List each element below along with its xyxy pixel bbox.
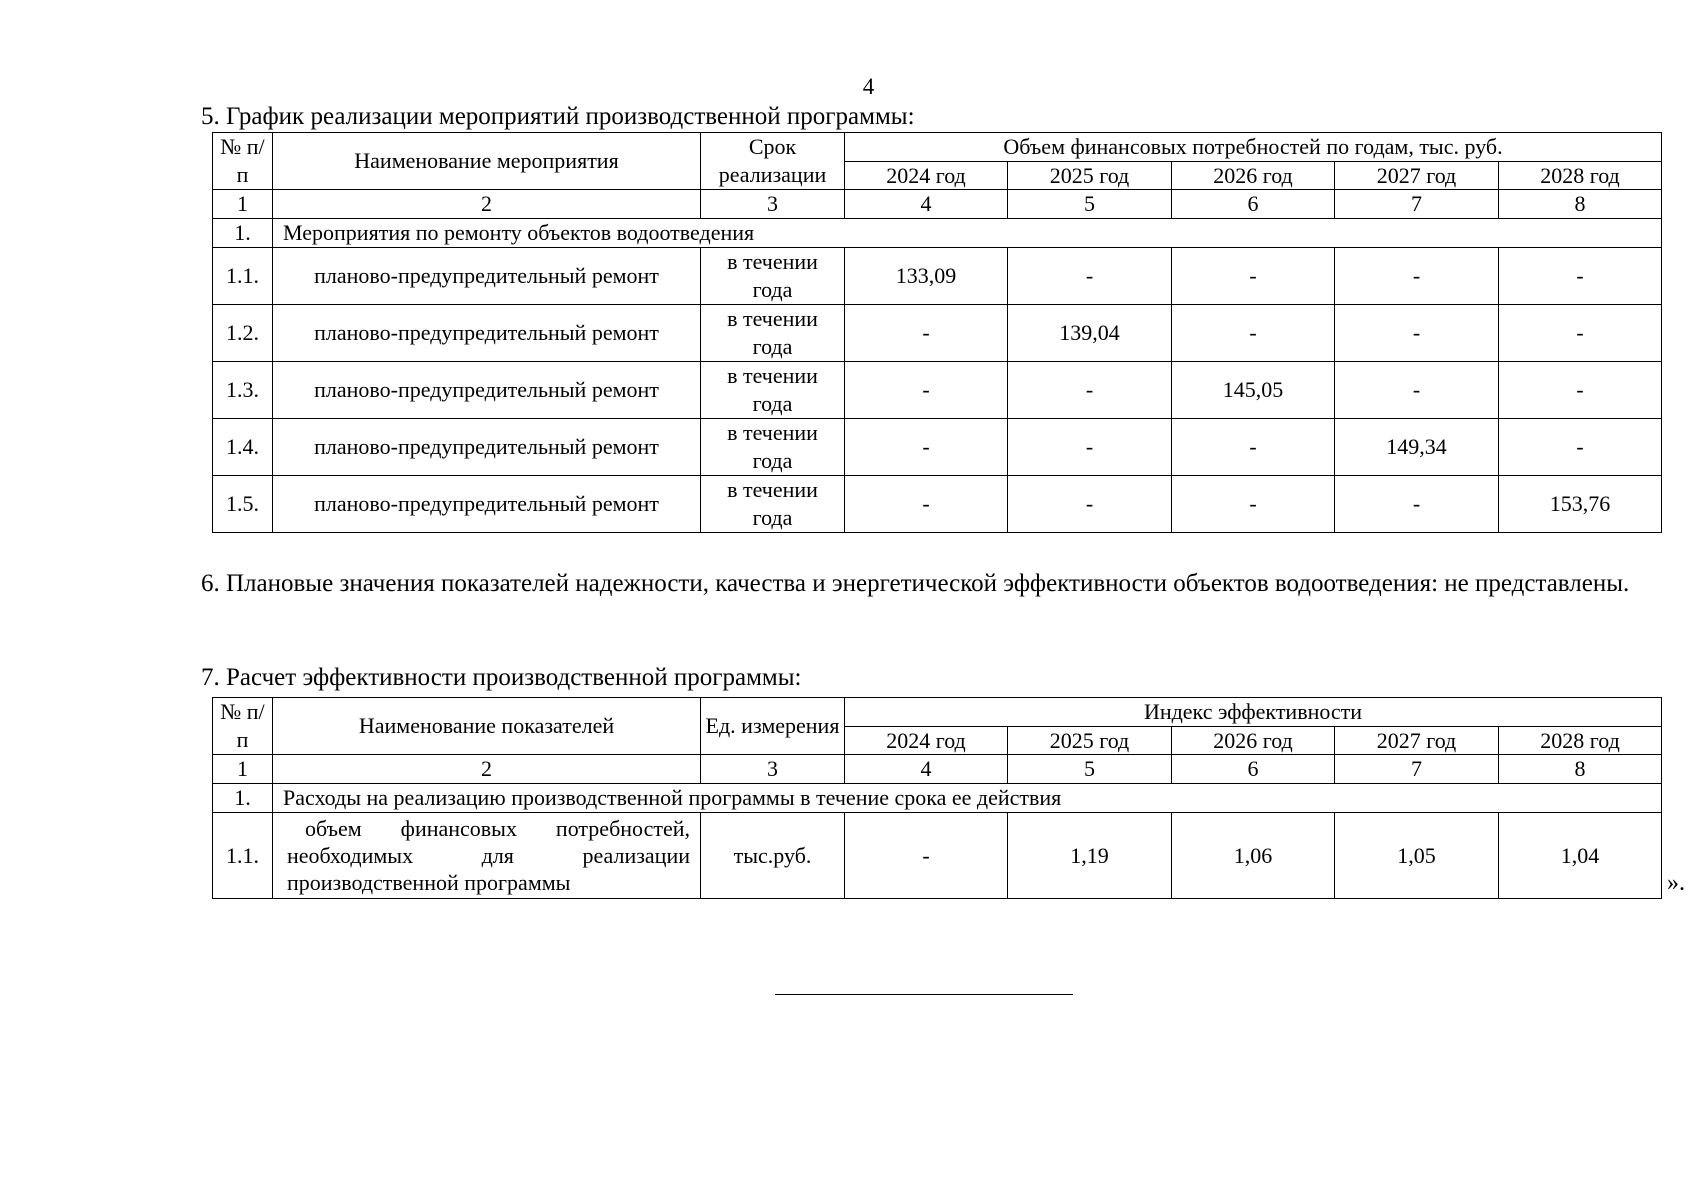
year-header: 2026 год	[1172, 162, 1335, 190]
row-name: планово-предупредительный ремонт	[273, 476, 701, 533]
row-term: в течении года	[701, 476, 845, 533]
section-5-heading: 5. График реализации мероприятий производственной программы:	[201, 103, 915, 130]
row-value: -	[1499, 419, 1662, 476]
row-value: -	[845, 362, 1008, 419]
row-unit: тыс.руб.	[701, 813, 845, 899]
efficiency-table	[212, 697, 1662, 899]
year-header: 2028 год	[1499, 727, 1662, 755]
column-number: 2	[273, 755, 701, 784]
col-header-funding: Объем финансовых потребностей по годам, тыс. руб.	[845, 133, 1662, 162]
end-divider	[775, 994, 1073, 995]
column-number: 3	[701, 190, 845, 219]
group-title: Расходы на реализацию производственной программы в течение срока ее действия	[273, 784, 1662, 813]
row-value: -	[1335, 248, 1499, 305]
row-num: 1.5.	[213, 476, 273, 533]
col-header-index: Индекс эффективности	[845, 698, 1662, 727]
row-value: -	[1172, 419, 1335, 476]
row-num: 1.1.	[213, 248, 273, 305]
group-row	[213, 219, 1662, 248]
column-number-row	[213, 190, 1662, 219]
closing-quote: ».	[1667, 870, 1685, 896]
column-number: 5	[1008, 190, 1172, 219]
row-name-line: объем финансовых потребностей,	[305, 816, 690, 841]
column-number: 4	[845, 190, 1008, 219]
row-value: -	[1335, 476, 1499, 533]
row-num: 1.1.	[213, 813, 273, 899]
section-7-heading: 7. Расчет эффективности производственной программы:	[201, 664, 802, 691]
row-name-line: производственной программы	[287, 870, 571, 895]
year-header: 2027 год	[1335, 727, 1499, 755]
group-num: 1.	[213, 219, 273, 248]
column-number: 3	[701, 755, 845, 784]
section-6-text: 6. Плановые значения показателей надежности, качества и энергетической эффективности объектов водоотведения: не представлены.	[201, 570, 1630, 597]
row-value: -	[1008, 248, 1172, 305]
table-row	[213, 419, 1662, 476]
col-header-num: № п/п	[213, 698, 273, 755]
year-header: 2024 год	[845, 162, 1008, 190]
year-header: 2024 год	[845, 727, 1008, 755]
row-term: в течении года	[701, 248, 845, 305]
col-header-term: Срок реализации	[701, 133, 845, 190]
table-row	[213, 305, 1662, 362]
row-num: 1.4.	[213, 419, 273, 476]
header-row	[213, 698, 1662, 727]
row-value: 1,04	[1499, 813, 1662, 899]
column-number: 8	[1499, 755, 1662, 784]
row-term: в течении года	[701, 362, 845, 419]
group-num: 1.	[213, 784, 273, 813]
row-value: -	[1499, 305, 1662, 362]
column-number: 2	[273, 190, 701, 219]
header-row	[213, 133, 1662, 162]
column-number: 7	[1335, 755, 1499, 784]
col-header-unit: Ед. измерения	[701, 698, 845, 755]
column-number: 5	[1008, 755, 1172, 784]
table-row	[213, 362, 1662, 419]
column-number: 6	[1172, 755, 1335, 784]
column-number: 6	[1172, 190, 1335, 219]
year-header: 2025 год	[1008, 727, 1172, 755]
column-number: 7	[1335, 190, 1499, 219]
row-name: планово-предупредительный ремонт	[273, 362, 701, 419]
row-value: 1,19	[1008, 813, 1172, 899]
row-num: 1.3.	[213, 362, 273, 419]
row-num: 1.2.	[213, 305, 273, 362]
row-value: -	[1008, 476, 1172, 533]
row-term: в течении года	[701, 419, 845, 476]
row-value: 145,05	[1172, 362, 1335, 419]
row-value: -	[1499, 362, 1662, 419]
col-header-name: Наименование показателей	[273, 698, 701, 755]
column-number: 1	[213, 190, 273, 219]
row-value: 1,06	[1172, 813, 1335, 899]
row-name: планово-предупредительный ремонт	[273, 419, 701, 476]
column-number: 8	[1499, 190, 1662, 219]
year-header: 2025 год	[1008, 162, 1172, 190]
year-header: 2027 год	[1335, 162, 1499, 190]
column-number: 1	[213, 755, 273, 784]
row-value: 1,05	[1335, 813, 1499, 899]
row-name: планово-предупредительный ремонт	[273, 305, 701, 362]
row-name-line: необходимых для реализации	[287, 843, 690, 868]
row-value: -	[1008, 419, 1172, 476]
table-row	[213, 813, 1662, 899]
row-value: -	[1008, 362, 1172, 419]
row-term: в течении года	[701, 305, 845, 362]
row-value: -	[845, 419, 1008, 476]
row-value: 139,04	[1008, 305, 1172, 362]
row-name: планово-предупредительный ремонт	[273, 248, 701, 305]
row-value: -	[1172, 305, 1335, 362]
schedule-table	[212, 132, 1662, 533]
row-value: -	[1335, 305, 1499, 362]
row-value: -	[1172, 248, 1335, 305]
column-number: 4	[845, 755, 1008, 784]
row-value: -	[845, 476, 1008, 533]
year-header: 2028 год	[1499, 162, 1662, 190]
row-value: -	[1499, 248, 1662, 305]
group-row	[213, 784, 1662, 813]
row-value: 133,09	[845, 248, 1008, 305]
row-value: -	[845, 305, 1008, 362]
group-title: Мероприятия по ремонту объектов водоотведения	[273, 219, 1662, 248]
col-header-name: Наименование мероприятия	[273, 133, 701, 190]
page-number: 4	[862, 74, 875, 99]
row-value: -	[1172, 476, 1335, 533]
row-value: 149,34	[1335, 419, 1499, 476]
col-header-num: № п/п	[213, 133, 273, 190]
column-number-row	[213, 755, 1662, 784]
year-header: 2026 год	[1172, 727, 1335, 755]
table-row	[213, 476, 1662, 533]
row-name	[273, 813, 701, 899]
row-value: 153,76	[1499, 476, 1662, 533]
table-row	[213, 248, 1662, 305]
row-value: -	[1335, 362, 1499, 419]
row-value: -	[845, 813, 1008, 899]
